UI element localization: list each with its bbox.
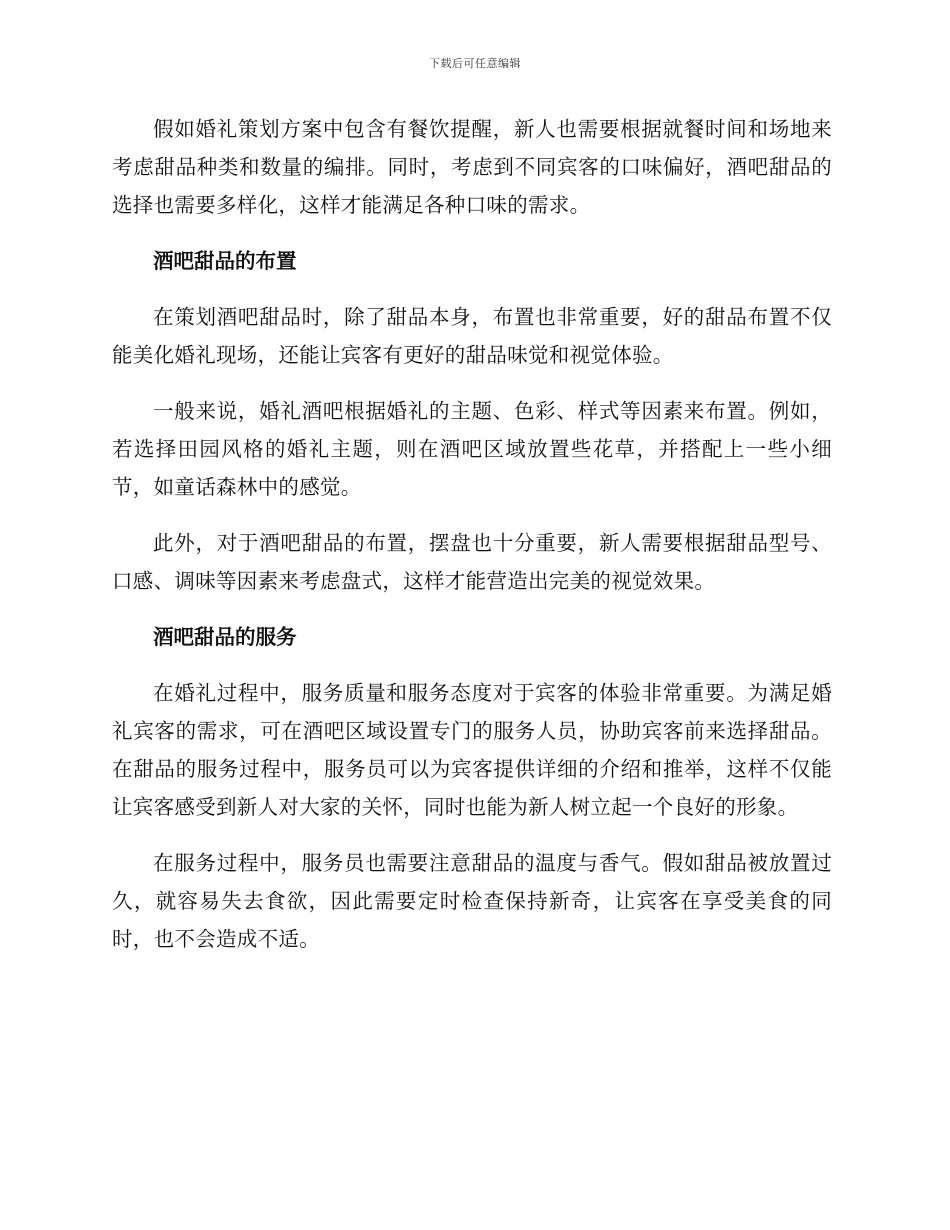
document-body bbox=[112, 110, 832, 976]
paragraph: 在策划酒吧甜品时，除了甜品本身，布置也非常重要，好的甜品布置不仅能美化婚礼现场，还能让宾客有更好的甜品味觉和视觉体验。 bbox=[112, 305, 832, 367]
paragraph: 在服务过程中，服务员也需要注意甜品的温度与香气。假如甜品被放置过久，就容易失去食欲，因此需要定时检查保持新奇，让宾客在享受美食的同时，也不会造成不适。 bbox=[112, 851, 832, 951]
section-heading-layout: 酒吧甜品的布置 bbox=[153, 249, 297, 273]
paragraph: 假如婚礼策划方案中包含有餐饮提醒，新人也需要根据就餐时间和场地来考虑甜品种类和数量的编排。同时，考虑到不同宾客的口味偏好，酒吧甜品的选择也需要多样化，这样才能满足各种口味的需求。 bbox=[112, 117, 832, 217]
section-heading-service: 酒吧甜品的服务 bbox=[153, 625, 297, 649]
paragraph: 在婚礼过程中，服务质量和服务态度对于宾客的体验非常重要。为满足婚礼宾客的需求，可在酒吧区域设置专门的服务人员，协助宾客前来选择甜品。在甜品的服务过程中，服务员可以为宾客提供详细的介绍和推举，这样不仅能让宾客感受到新人对大家的关怀，同时也能为新人树立起一个良好的形象。 bbox=[112, 681, 832, 819]
header-note: 下载后可任意编辑 bbox=[429, 57, 521, 70]
paragraph: 此外，对于酒吧甜品的布置，摆盘也十分重要，新人需要根据甜品型号、口感、调味等因素来考虑盘式，这样才能营造出完美的视觉效果。 bbox=[112, 531, 832, 593]
paragraph: 一般来说，婚礼酒吧根据婚礼的主题、色彩、样式等因素来布置。例如，若选择田园风格的婚礼主题，则在酒吧区域放置些花草，并搭配上一些小细节，如童话森林中的感觉。 bbox=[112, 399, 832, 499]
